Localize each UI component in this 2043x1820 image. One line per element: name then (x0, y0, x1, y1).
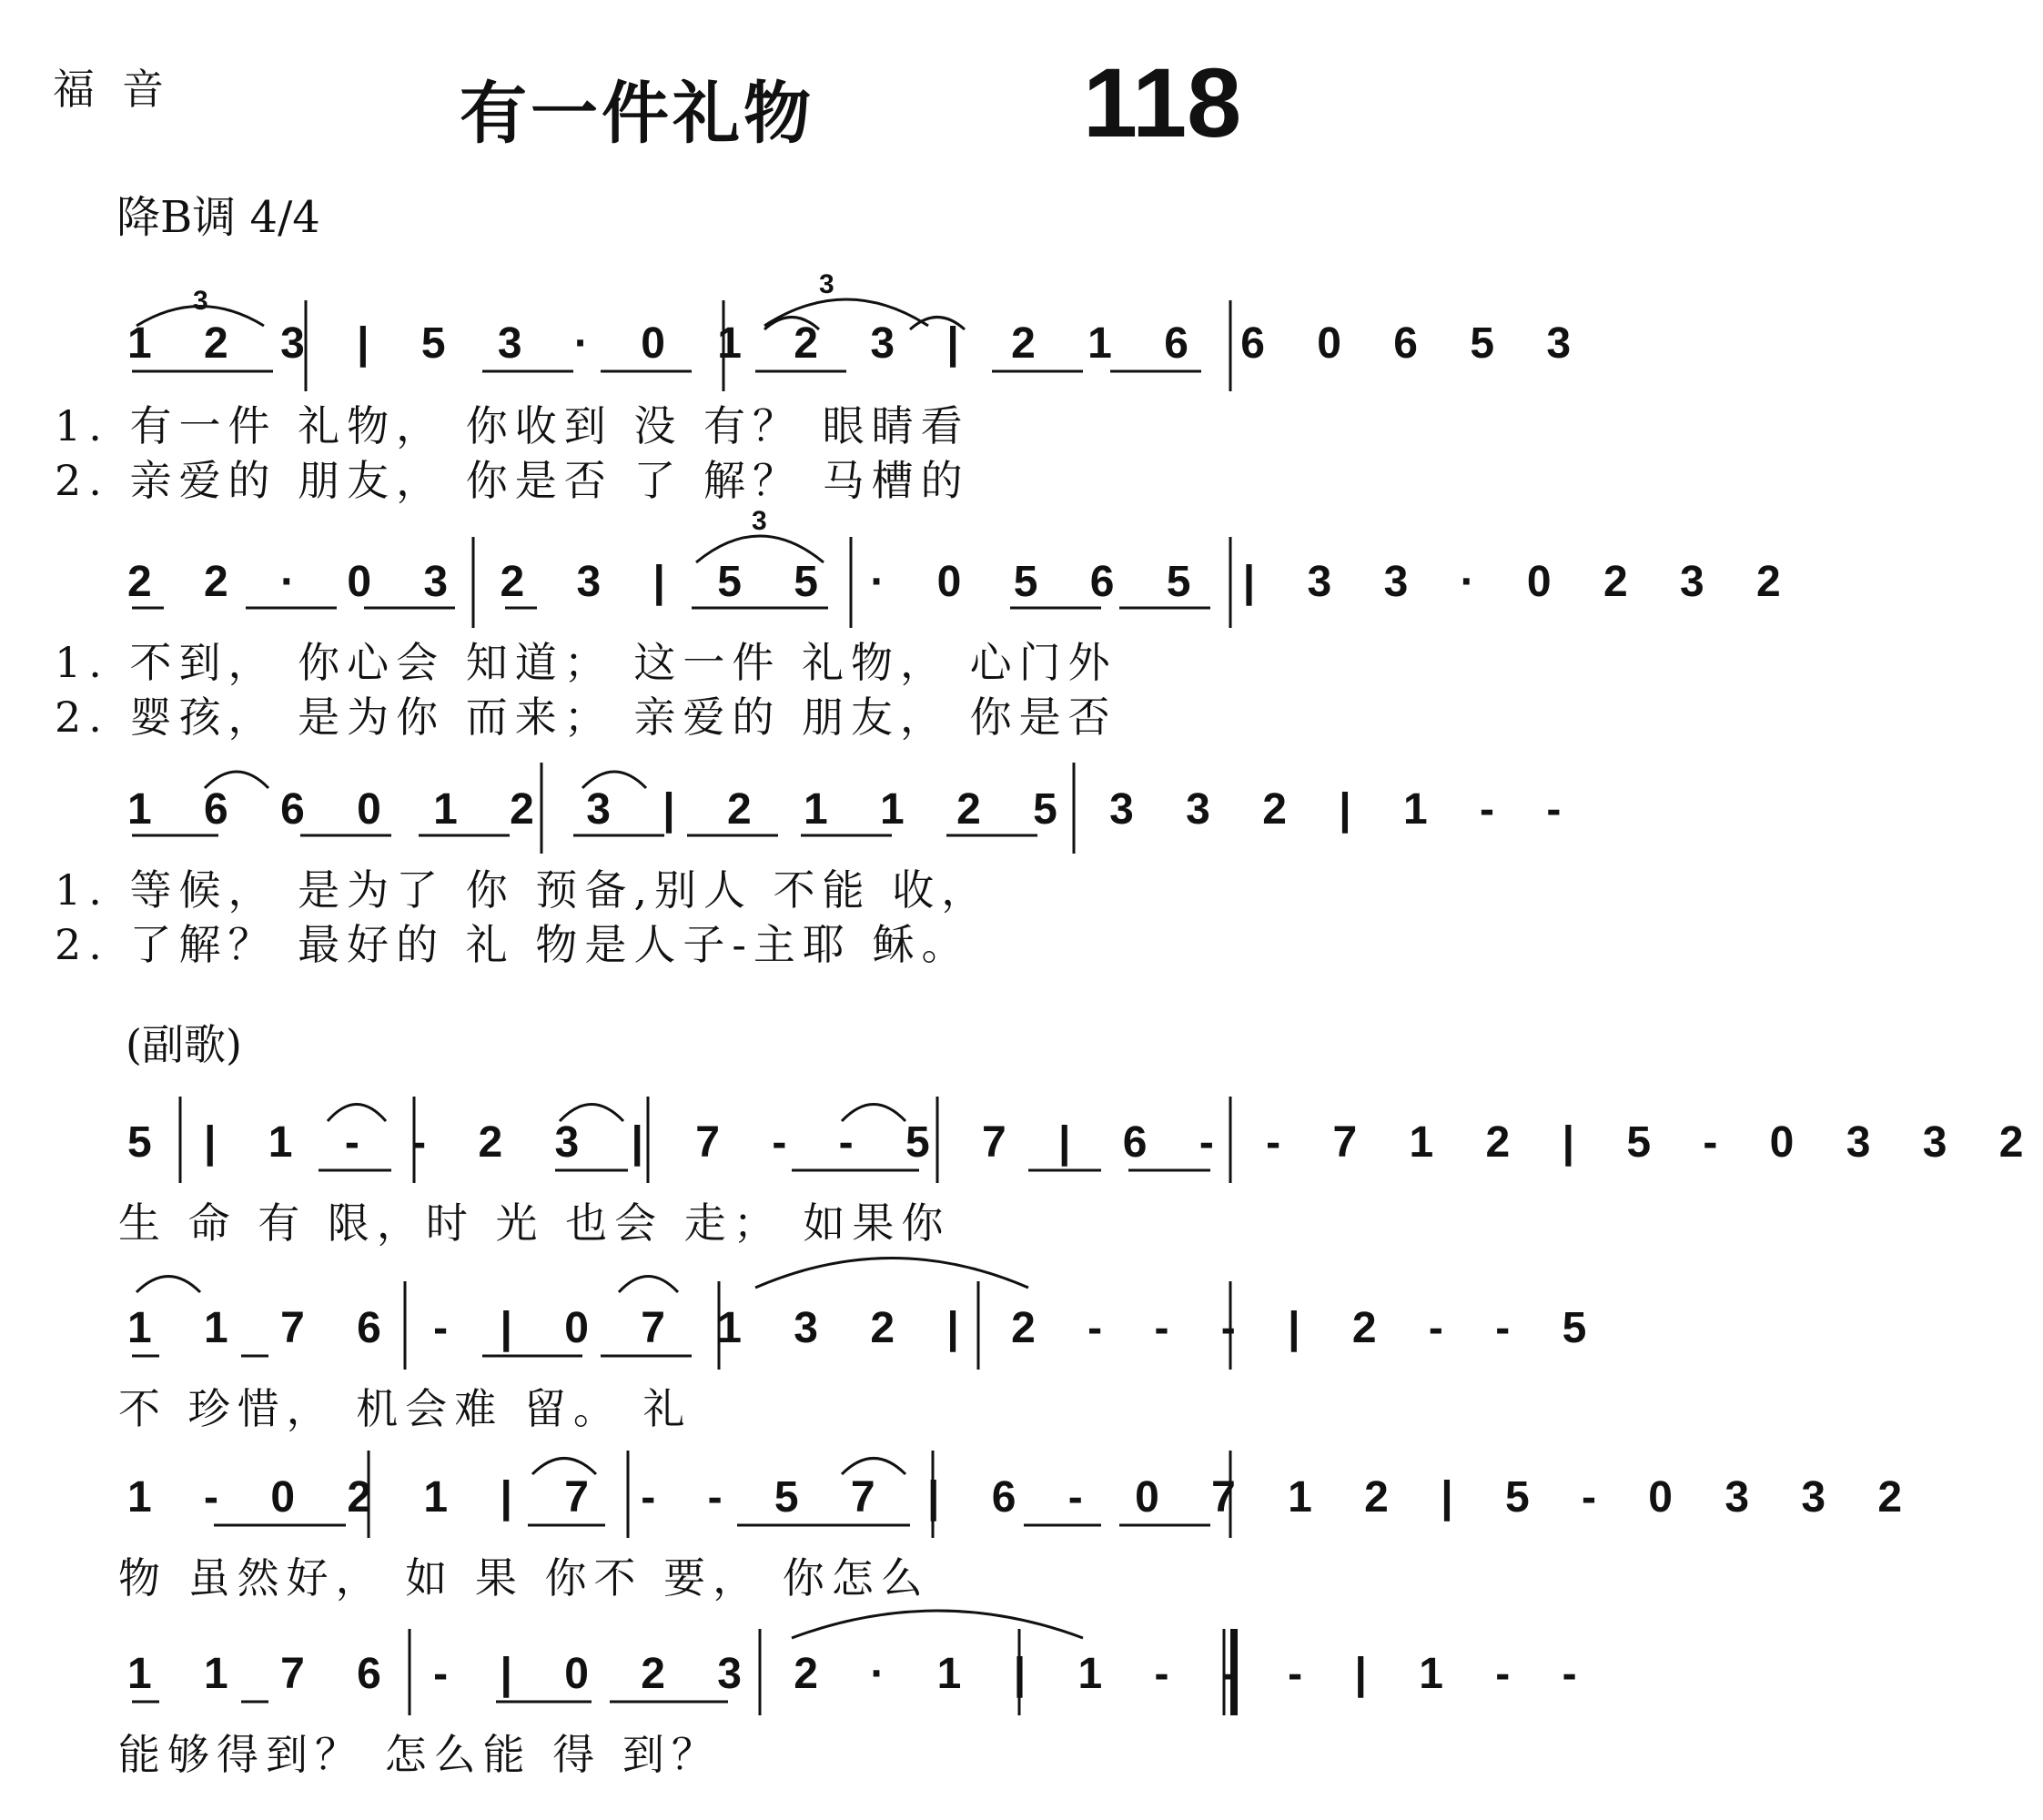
category-label: 福音 (53, 65, 191, 114)
song-title: 有一件礼物 (460, 75, 814, 153)
notation-line-6: 1 - 0 2 1 | 7 - - 5 7 | 6 - 0 7 1 2 | 5 - 0 3 3 2 (127, 1473, 1923, 1522)
lyric-line-6: 物 虽然好， 如 果 你不 要， 你怎么 (118, 1553, 930, 1603)
slur (582, 772, 646, 788)
notation-line-2: 2 2 · 0 3 2 3 | 5 5 · 0 5 6 5 | 3 3 · 0 2 3 2 (127, 558, 1801, 606)
slur (532, 1459, 596, 1475)
lyric-line-5: 不 珍惜， 机会难 留。 礼 (118, 1384, 693, 1433)
slur (328, 1105, 386, 1122)
notation-line-3: 1 6 6 0 1 2 3 | 2 1 1 2 5 3 3 2 | 1 - - (127, 785, 1582, 834)
lyric-line-2-verse-1: 1. 不到， 你心会 知道； 这一件 礼物， 心门外 (55, 638, 1118, 687)
tuplet-mark: 3 (819, 269, 834, 299)
chorus-label: (副歌) (126, 1020, 242, 1069)
key-signature: 降B调 4/4 (116, 192, 320, 243)
lyric-line-4: 生 命 有 限，时 光 也会 走； 如果你 (118, 1198, 951, 1248)
lyric-line-1-verse-1: 1. 有一件 礼物， 你收到 没 有？ 眼睛看 (55, 401, 970, 450)
slur (842, 1459, 905, 1475)
lyric-line-1-verse-2: 2. 亲爱的 朋友， 你是否 了 解？ 马槽的 (55, 456, 970, 505)
hymn-number: 118 (1083, 47, 1242, 157)
notation-line-7: 1 1 7 6 - | 0 2 3 2 · 1 | 1 - - - | 1 - - (127, 1650, 1597, 1698)
lyric-line-3-verse-1: 1. 等候， 是为了 你 预备,别人 不能 收， (55, 865, 991, 915)
slur (792, 1611, 1083, 1638)
slur (764, 299, 928, 326)
slur (137, 1277, 200, 1293)
tuplet-mark: 3 (193, 286, 208, 316)
lyric-line-3-verse-2: 2. 了解？ 最好的 礼 物是人子-主耶 稣。 (55, 920, 971, 969)
tuplet-mark: 3 (752, 506, 767, 536)
slur (755, 1259, 1028, 1289)
notation-line-1: 1 2 3 | 5 3 · 0 1 2 3 | 2 1 6 6 0 6 5 3 (127, 319, 1592, 368)
slur (764, 318, 819, 330)
slur (560, 1105, 623, 1122)
slur (696, 536, 824, 562)
notation-line-5: 1 1 7 6 - | 0 7 1 3 2 | 2 - - - | 2 - - 5 (127, 1304, 1607, 1352)
slur (205, 772, 268, 788)
lyric-line-7: 能够得到？ 怎么能 得 到？ (118, 1730, 721, 1779)
slur (619, 1277, 678, 1293)
lyric-line-2-verse-2: 2. 婴孩， 是为你 而来； 亲爱的 朋友， 你是否 (55, 693, 1118, 742)
notation-line-4: 5 | 1 - - 2 3 | 7 - - 5 7 | 6 - - 7 1 2 | 5 - 0 3 3 2 (127, 1118, 2043, 1167)
slur (842, 1105, 905, 1122)
